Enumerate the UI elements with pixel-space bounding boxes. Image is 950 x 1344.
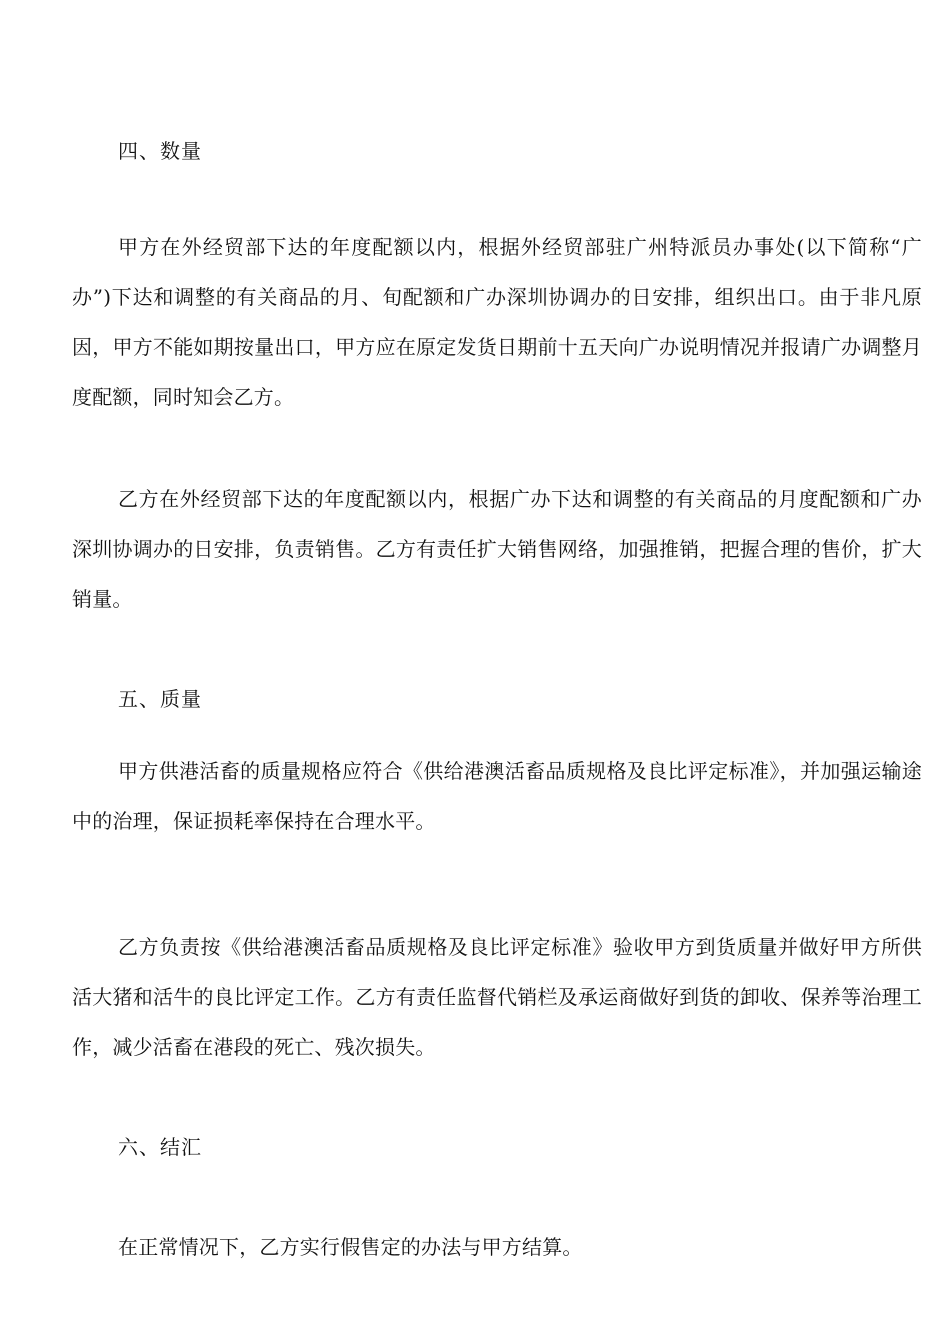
section-heading-quality: 五、质量 — [118, 687, 202, 711]
section-heading-settlement: 六、结汇 — [118, 1135, 202, 1159]
paragraph-quantity-party-b: 乙方在外经贸部下达的年度配额以内，根据广办下达和调整的有关商品的月度配额和广办深圳协调办的日安排，负责销售。乙方有责任扩大销售网络，加强推销，把握合理的售价，扩大销量。 — [72, 487, 922, 611]
paragraph-quantity-party-a: 甲方在外经贸部下达的年度配额以内，根据外经贸部驻广州特派员办事处(以下简称“广办”)下达和调整的有关商品的月、旬配额和广办深圳协调办的日安排，组织出口。由于非凡原因，甲方不能如期按量出口，甲方应在原定发货日期前十五天向广办说明情况并报请广办调整月度配额，同时知会乙方。 — [72, 235, 922, 409]
paragraph-quality-party-a: 甲方供港活畜的质量规格应符合《供给港澳活畜品质规格及良比评定标准》，并加强运输途中的治理，保证损耗率保持在合理水平。 — [72, 759, 922, 833]
section-heading-quantity: 四、数量 — [118, 139, 202, 163]
paragraph-quality-party-b: 乙方负责按《供给港澳活畜品质规格及良比评定标准》验收甲方到货质量并做好甲方所供活大猪和活牛的良比评定工作。乙方有责任监督代销栏及承运商做好到货的卸收、保养等治理工作，减少活畜在港段的死亡、残次损失。 — [72, 935, 922, 1059]
paragraph-settlement: 在正常情况下，乙方实行假售定的办法与甲方结算。 — [118, 1235, 583, 1259]
